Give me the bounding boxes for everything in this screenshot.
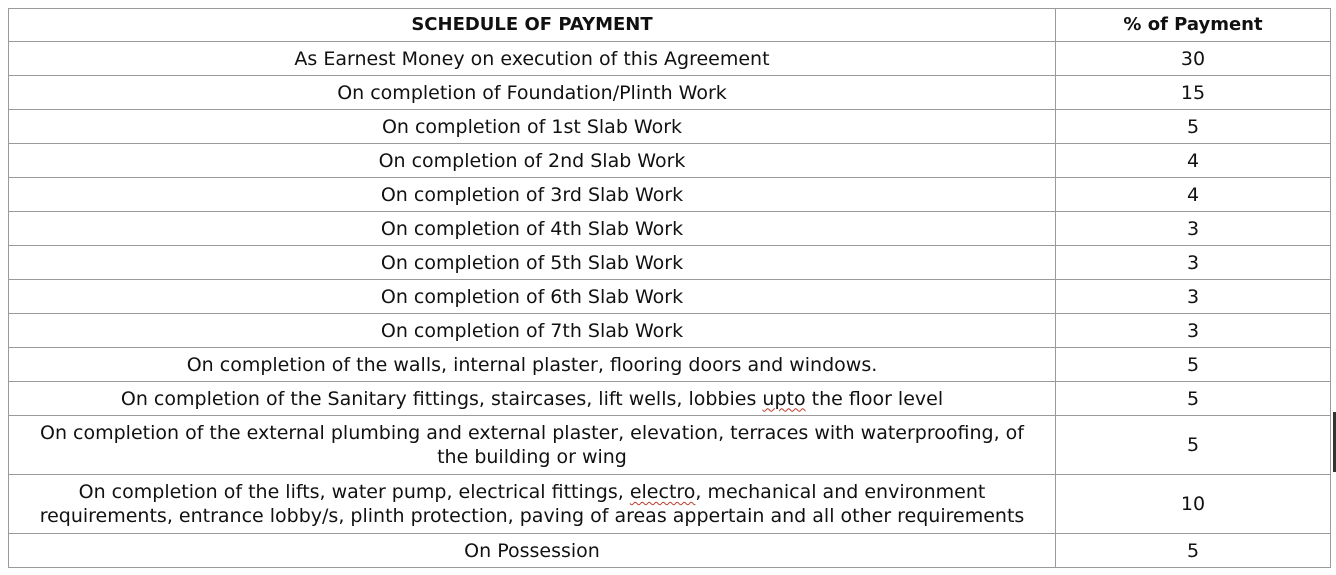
schedule-cell: On completion of 6th Slab Work bbox=[9, 280, 1056, 314]
schedule-cell: On Possession bbox=[9, 534, 1056, 568]
spellcheck-flagged-word: upto bbox=[762, 387, 806, 410]
table-row bbox=[9, 348, 1331, 382]
header-row bbox=[9, 9, 1331, 42]
percent-cell: 5 bbox=[1056, 348, 1331, 382]
percent-cell: 5 bbox=[1056, 382, 1331, 416]
schedule-cell: As Earnest Money on execution of this Agreement bbox=[9, 42, 1056, 76]
schedule-cell: On completion of 4th Slab Work bbox=[9, 212, 1056, 246]
table-row bbox=[9, 178, 1331, 212]
percent-cell: 3 bbox=[1056, 212, 1331, 246]
percent-cell: 3 bbox=[1056, 314, 1331, 348]
schedule-cell: On completion of Foundation/Plinth Work bbox=[9, 76, 1056, 110]
schedule-cell: On completion of 5th Slab Work bbox=[9, 246, 1056, 280]
table-row bbox=[9, 382, 1331, 416]
payment-schedule-table bbox=[8, 8, 1331, 568]
spellcheck-flagged-word: electro bbox=[629, 481, 696, 503]
percent-cell: 10 bbox=[1056, 475, 1331, 534]
header-percent-of-payment: % of Payment bbox=[1056, 9, 1331, 42]
table-row bbox=[9, 280, 1331, 314]
schedule-text-line-2: the building or wing bbox=[437, 446, 627, 468]
percent-cell: 3 bbox=[1056, 280, 1331, 314]
schedule-text-line-1: On completion of the external plumbing and external plaster, elevation, terraces with waterproofing, of bbox=[40, 422, 1024, 444]
percent-cell: 4 bbox=[1056, 144, 1331, 178]
percent-cell: 30 bbox=[1056, 42, 1331, 76]
schedule-cell: On completion of 1st Slab Work bbox=[9, 110, 1056, 144]
percent-cell: 5 bbox=[1056, 534, 1331, 568]
table-row bbox=[9, 534, 1331, 568]
table-row bbox=[9, 314, 1331, 348]
schedule-text: On completion of the lifts, water pump, electrical fittings, bbox=[78, 481, 630, 503]
schedule-text-line-2: requirements, entrance lobby/s, plinth protection, paving of areas appertain and all other requirements bbox=[39, 505, 1025, 527]
schedule-cell: On completion of the walls, internal plaster, flooring doors and windows. bbox=[9, 348, 1056, 382]
schedule-cell: On completion of 7th Slab Work bbox=[9, 314, 1056, 348]
table-row bbox=[9, 246, 1331, 280]
table-row bbox=[9, 110, 1331, 144]
table-row bbox=[9, 416, 1331, 475]
table-row bbox=[9, 475, 1331, 534]
schedule-cell bbox=[9, 416, 1056, 475]
schedule-text: , mechanical and environment bbox=[695, 481, 986, 503]
schedule-cell bbox=[9, 382, 1056, 416]
table-row bbox=[9, 212, 1331, 246]
schedule-cell: On completion of 2nd Slab Work bbox=[9, 144, 1056, 178]
schedule-cell: On completion of 3rd Slab Work bbox=[9, 178, 1056, 212]
percent-cell: 3 bbox=[1056, 246, 1331, 280]
table-row bbox=[9, 144, 1331, 178]
percent-cell: 5 bbox=[1056, 110, 1331, 144]
table-row bbox=[9, 42, 1331, 76]
percent-cell: 15 bbox=[1056, 76, 1331, 110]
schedule-text: On completion of the Sanitary fittings, staircases, lift wells, lobbies bbox=[120, 387, 763, 410]
schedule-text: the floor level bbox=[805, 387, 944, 410]
percent-cell: 5 bbox=[1056, 416, 1331, 475]
schedule-cell bbox=[9, 475, 1056, 534]
percent-cell: 4 bbox=[1056, 178, 1331, 212]
header-schedule-of-payment: SCHEDULE OF PAYMENT bbox=[9, 9, 1056, 42]
table-row bbox=[9, 76, 1331, 110]
